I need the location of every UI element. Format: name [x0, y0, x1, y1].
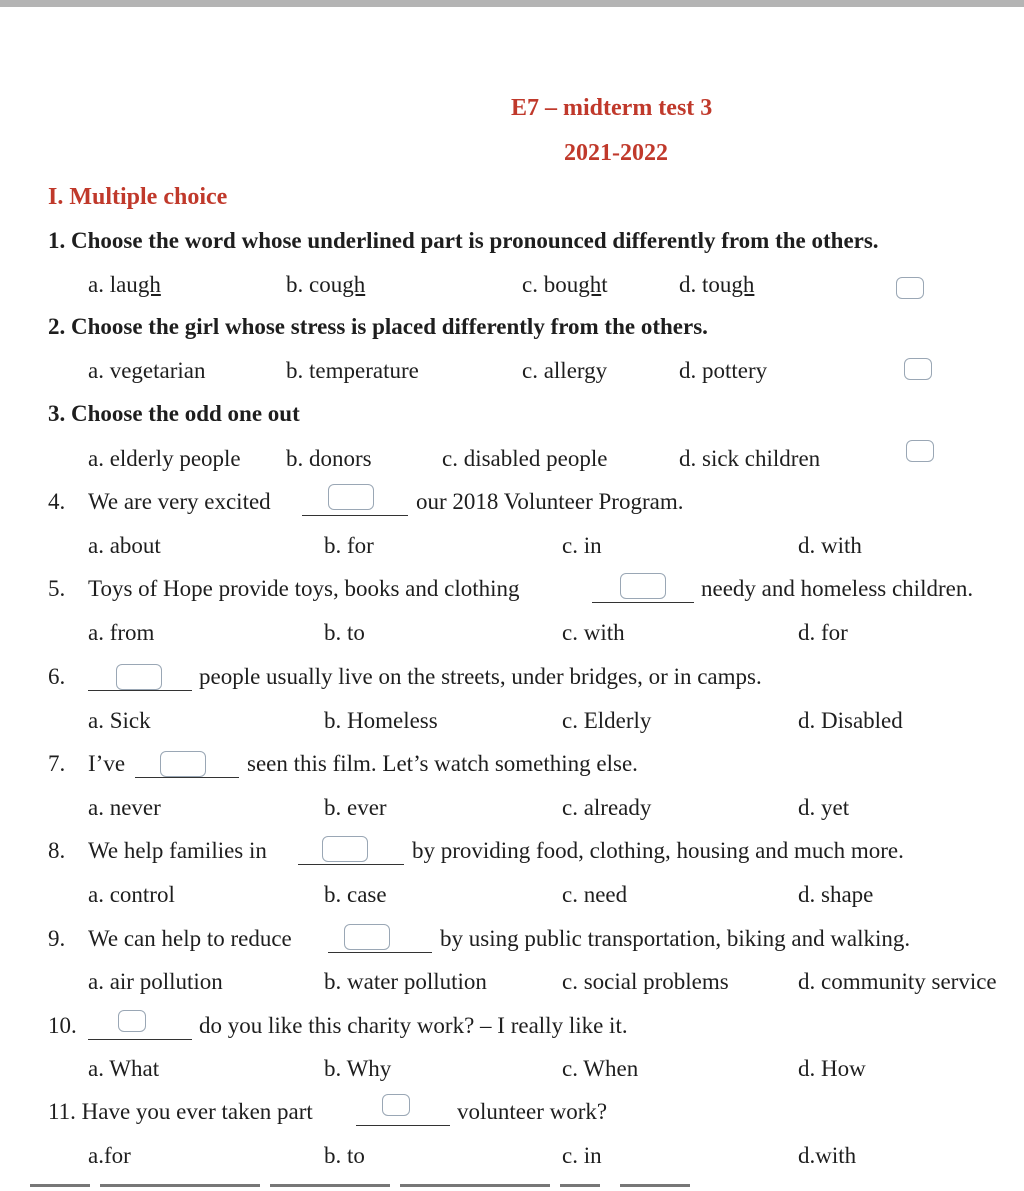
- q3-option-d: d. sick children: [679, 446, 821, 471]
- q7-number: 7.: [48, 751, 66, 776]
- q10-answer-box[interactable]: [118, 1010, 146, 1032]
- q11-option-b: b. to: [324, 1143, 365, 1168]
- q1-option-a: a. laugh: [88, 272, 161, 297]
- q4-option-b: b. for: [324, 533, 374, 558]
- q6-option-d: d. Disabled: [798, 708, 903, 733]
- q11-text-after: volunteer work?: [457, 1099, 608, 1124]
- page-title: E7 – midterm test 3: [511, 95, 713, 121]
- top-border: [0, 0, 1024, 7]
- q4-blank: [302, 515, 408, 516]
- q5-option-c: c. with: [562, 620, 625, 645]
- q8-option-d: d. shape: [798, 882, 874, 907]
- q8-number: 8.: [48, 838, 66, 863]
- q4-option-d: d. with: [798, 533, 862, 558]
- q9-number: 9.: [48, 926, 66, 951]
- q9-option-d: d. community service: [798, 969, 997, 994]
- q7-option-d: d. yet: [798, 795, 850, 820]
- q6-option-b: b. Homeless: [324, 708, 438, 733]
- q2-option-b: b. temperature: [286, 358, 419, 383]
- q5-text-before: Toys of Hope provide toys, books and clothing: [88, 576, 520, 601]
- q10-option-b: b. Why: [324, 1056, 392, 1081]
- q2-answer-box[interactable]: [904, 358, 932, 380]
- q11-option-a: a.for: [88, 1143, 131, 1168]
- q1-answer-box[interactable]: [896, 277, 924, 299]
- q7-text-after: seen this film. Let’s watch something else.: [247, 751, 638, 776]
- q11-option-c: c. in: [562, 1143, 602, 1168]
- q8-text-after: by providing food, clothing, housing and much more.: [412, 838, 904, 863]
- q1-option-c: c. bought: [522, 272, 608, 297]
- q7-option-a: a. never: [88, 795, 161, 820]
- school-year: 2021-2022: [564, 140, 668, 166]
- section-title: I. Multiple choice: [48, 184, 228, 210]
- q1-option-d: d. tough: [679, 272, 755, 297]
- q10-number: 10.: [48, 1013, 77, 1038]
- q5-answer-box[interactable]: [620, 573, 666, 599]
- q8-text-before: We help families in: [88, 838, 267, 863]
- q6-text-after: people usually live on the streets, under bridges, or in camps.: [199, 664, 762, 689]
- q5-option-d: d. for: [798, 620, 848, 645]
- q8-option-a: a. control: [88, 882, 175, 907]
- q8-answer-box[interactable]: [322, 836, 368, 862]
- q3-prompt: 3. Choose the odd one out: [48, 401, 300, 426]
- q10-text-after: do you like this charity work? – I really like it.: [199, 1013, 628, 1038]
- q8-blank: [298, 864, 404, 865]
- q7-option-b: b. ever: [324, 795, 387, 820]
- q6-number: 6.: [48, 664, 66, 689]
- q9-text-before: We can help to reduce: [88, 926, 292, 951]
- q4-option-a: a. about: [88, 533, 161, 558]
- q10-option-c: c. When: [562, 1056, 639, 1081]
- q9-option-a: a. air pollution: [88, 969, 223, 994]
- q5-option-b: b. to: [324, 620, 365, 645]
- q9-option-c: c. social problems: [562, 969, 729, 994]
- q10-option-a: a. What: [88, 1056, 160, 1081]
- q5-option-a: a. from: [88, 620, 155, 645]
- q9-blank: [328, 952, 432, 953]
- q7-blank: [135, 777, 239, 778]
- q9-option-b: b. water pollution: [324, 969, 487, 994]
- q1-option-b: b. cough: [286, 272, 366, 297]
- q6-blank: [88, 690, 192, 691]
- q2-option-a: a. vegetarian: [88, 358, 206, 383]
- q4-text-after: our 2018 Volunteer Program.: [416, 489, 684, 514]
- q4-answer-box[interactable]: [328, 484, 374, 510]
- q7-answer-box[interactable]: [160, 751, 206, 777]
- q3-option-b: b. donors: [286, 446, 372, 471]
- q7-option-c: c. already: [562, 795, 652, 820]
- q2-prompt: 2. Choose the girl whose stress is placed differently from the others.: [48, 314, 708, 339]
- q10-option-d: d. How: [798, 1056, 866, 1081]
- q9-answer-box[interactable]: [344, 924, 390, 950]
- q11-blank: [356, 1125, 450, 1126]
- q5-text-after: needy and homeless children.: [701, 576, 974, 601]
- q3-answer-box[interactable]: [906, 440, 934, 462]
- q11-prompt: 11. Have you ever taken part: [48, 1099, 313, 1124]
- q8-option-b: b. case: [324, 882, 387, 907]
- q4-option-c: c. in: [562, 533, 602, 558]
- q2-option-d: d. pottery: [679, 358, 768, 383]
- q4-number: 4.: [48, 489, 66, 514]
- q3-option-c: c. disabled people: [442, 446, 608, 471]
- q5-blank: [592, 602, 694, 603]
- q6-option-c: c. Elderly: [562, 708, 652, 733]
- q6-option-a: a. Sick: [88, 708, 151, 733]
- q6-answer-box[interactable]: [116, 664, 162, 690]
- cut-off-next-question: [20, 1184, 1020, 1191]
- q7-text-before: I’ve: [88, 751, 126, 776]
- q4-text-before: We are very excited: [88, 489, 271, 514]
- q1-prompt: 1. Choose the word whose underlined part is pronounced differently from the others.: [48, 228, 879, 253]
- q5-number: 5.: [48, 576, 66, 601]
- q9-text-after: by using public transportation, biking and walking.: [440, 926, 911, 951]
- q8-option-c: c. need: [562, 882, 628, 907]
- q3-option-a: a. elderly people: [88, 446, 241, 471]
- q11-option-d: d.with: [798, 1143, 857, 1168]
- q11-answer-box[interactable]: [382, 1094, 410, 1116]
- q2-option-c: c. allergy: [522, 358, 608, 383]
- q10-blank: [88, 1039, 192, 1040]
